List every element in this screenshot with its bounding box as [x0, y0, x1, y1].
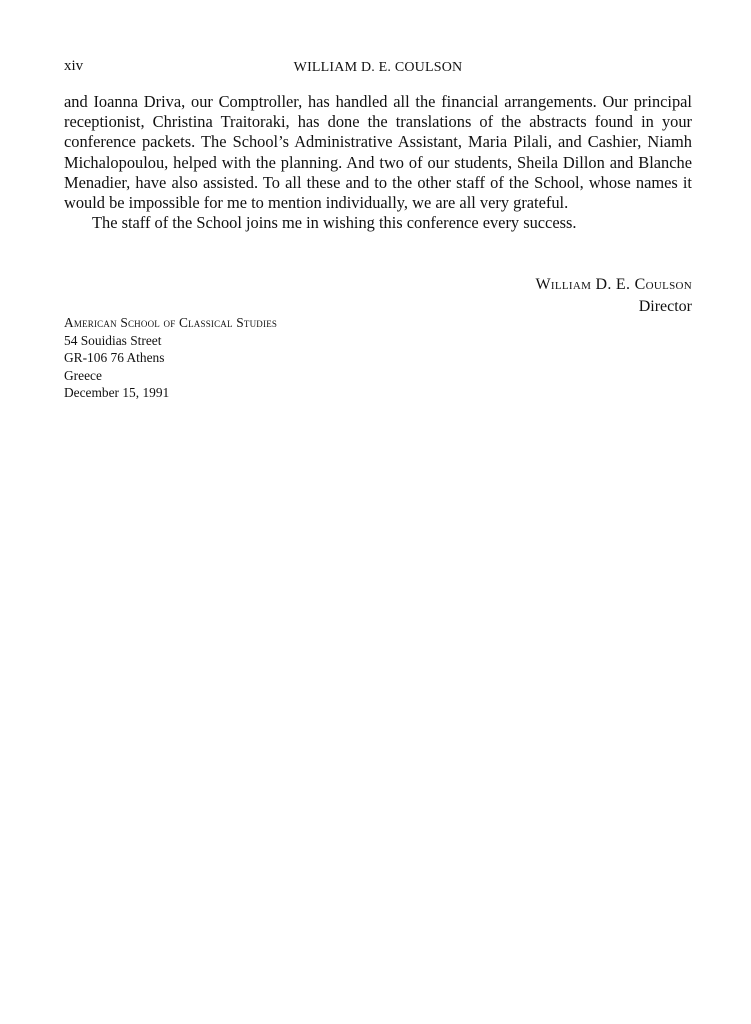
paragraph-continued: and Ioanna Driva, our Comptroller, has handled all the financial arrangements. Our principal receptionist, Christina Traitoraki, has done the translations of the abstracts found in your conference packets. The School’s Administrative Assistant, Maria Pilali, and Cashier, Niamh Michalopoulou, helped with the planning. And two of our students, Sheila Dillon and Blanche Menadier, have also assisted. To all these and to the other staff of the School, whose names it would be impossible for me to mention individually, we are all very grateful. — [64, 92, 692, 213]
country: Greece — [64, 367, 102, 383]
letter-date: December 15, 1991 — [64, 385, 170, 401]
running-title: WILLIAM D. E. COULSON — [293, 60, 463, 75]
signatory-title: Director — [638, 298, 692, 315]
page-number: xiv — [64, 58, 84, 74]
body-text — [64, 92, 692, 233]
institution-name: American School of Classical Studies — [64, 315, 278, 330]
paragraph-closing: The staff of the School joins me in wishing this conference every success. — [92, 213, 577, 233]
signatory-name: William D. E. Coulson — [535, 276, 692, 293]
running-head — [64, 58, 692, 80]
address-block — [64, 314, 277, 402]
signature-block — [535, 274, 692, 318]
city-postcode: GR-106 76 Athens — [64, 350, 165, 366]
street-address: 54 Souidias Street — [64, 332, 162, 348]
